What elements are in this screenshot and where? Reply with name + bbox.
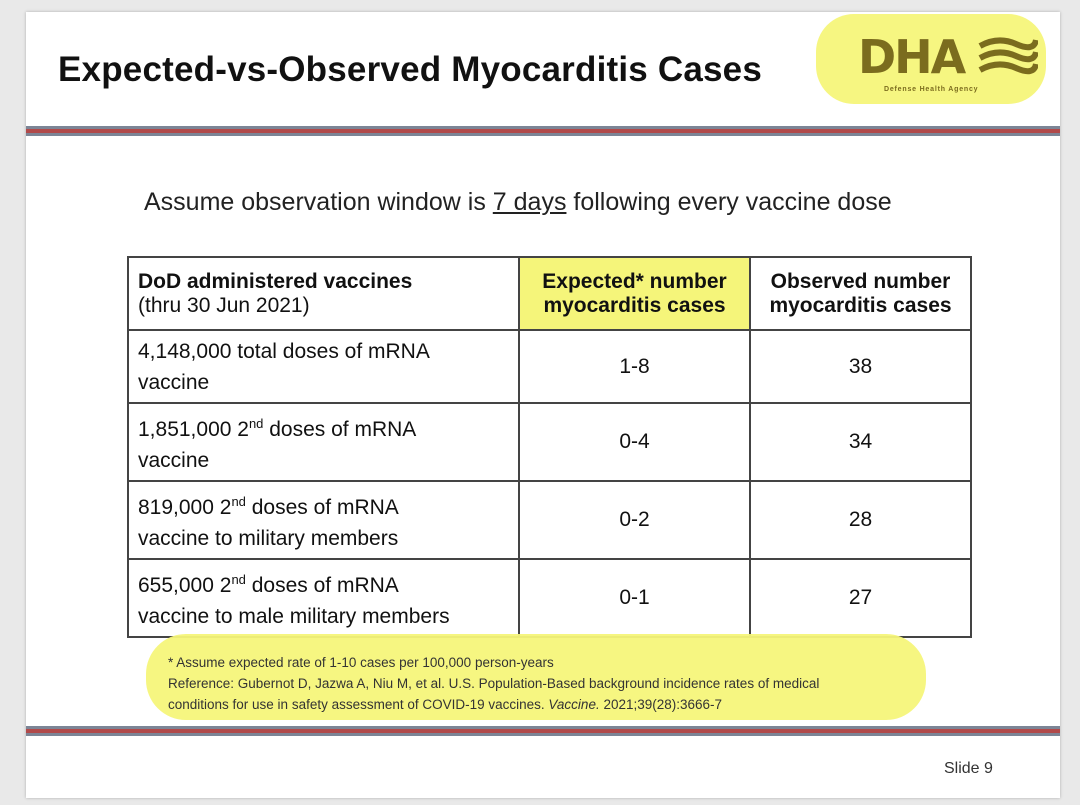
- journal-name: Vaccine.: [548, 697, 600, 712]
- logo-text: DHA: [858, 30, 965, 84]
- row-observed: 38: [750, 330, 971, 403]
- row-observed: 34: [750, 403, 971, 481]
- footnote-reference: Reference: Gubernot D, Jazwa A, Niu M, et al. U.S. Population-Based background incidence rates of medical: [168, 676, 820, 691]
- table-row: [128, 481, 971, 559]
- row-description: 655,000 2nd doses of mRNA vaccine to male military members: [128, 559, 519, 637]
- subtitle-underlined-text: 7 days: [492, 188, 567, 216]
- top-divider: [26, 126, 1060, 138]
- table-row: [128, 403, 971, 481]
- footnote: [168, 652, 819, 715]
- header-vaccines: DoD administered vaccines (thru 30 Jun 2021): [128, 257, 519, 330]
- subtitle-text-after: following every vaccine dose: [566, 188, 892, 216]
- dha-logo: [858, 30, 1028, 100]
- slide-subtitle: [144, 188, 892, 217]
- slide-title: Expected-vs-Observed Myocarditis Cases: [58, 50, 763, 89]
- row-observed: 28: [750, 481, 971, 559]
- row-expected: 0-4: [519, 403, 750, 481]
- row-description: 1,851,000 2nd doses of mRNA vaccine: [128, 403, 519, 481]
- bottom-divider: [26, 726, 1060, 738]
- row-expected: 0-2: [519, 481, 750, 559]
- flag-stripes-icon: [978, 34, 1038, 84]
- table-header-row: [128, 257, 971, 330]
- header-expected: Expected* number myocarditis cases: [519, 257, 750, 330]
- row-expected: 0-1: [519, 559, 750, 637]
- logo-subtext: Defense Health Agency: [884, 86, 979, 93]
- row-observed: 27: [750, 559, 971, 637]
- header-observed: Observed number myocarditis cases: [750, 257, 971, 330]
- footnote-assumption: * Assume expected rate of 1-10 cases per 100,000 person-years: [168, 655, 554, 670]
- row-description: 4,148,000 total doses of mRNA vaccine: [128, 330, 519, 403]
- subtitle-text-before: Assume observation window is: [144, 188, 493, 216]
- row-description: 819,000 2nd doses of mRNA vaccine to military members: [128, 481, 519, 559]
- table-row: [128, 559, 971, 637]
- row-expected: 1-8: [519, 330, 750, 403]
- table-row: [128, 330, 971, 403]
- slide-number: Slide 9: [944, 760, 993, 777]
- footnote-reference-cont: conditions for use in safety assessment of COVID-19 vaccines. Vaccine. 2021;39(28):3666-7: [168, 697, 723, 712]
- myocarditis-table: [127, 256, 972, 638]
- slide: [26, 12, 1060, 798]
